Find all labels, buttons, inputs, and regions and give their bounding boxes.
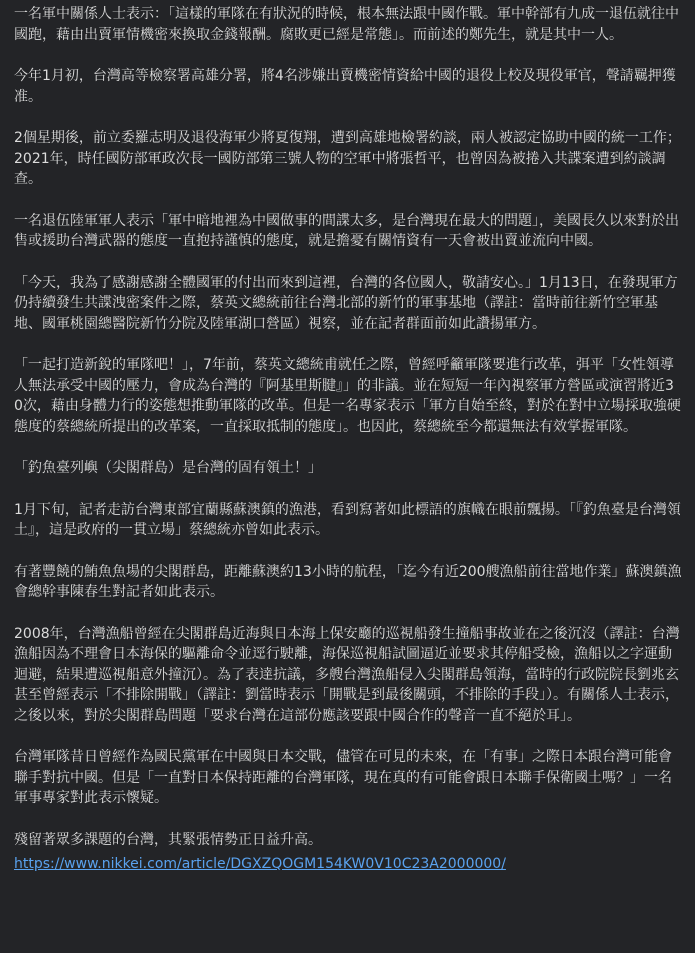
paragraph-11: 台灣軍隊昔日曾經作為國民黨軍在中國與日本交戰，儘管在可見的未來，在「有事」之際日本跟台灣可能會聯手對抗中國。但是「一直對日本保持距離的台灣軍隊，現在真的有可能會跟日本聯手保衛國土嗎？」一名軍事專家對此表示懷疑。 <box>14 749 672 806</box>
paragraph-10: 2008年，台灣漁船曾經在尖閣群島近海與日本海上保安廳的巡視船發生撞船事故並在之後沉沒（譯註：台灣漁船因為不理會日本海保的驅離命令並逕行駛離，海保巡視船試圖逼近並要求其停船受檢，漁船以之字運動迴避，結果遭巡視船意外撞沉）。為了表達抗議，多艘台灣漁船侵入尖閣群島領海，當時的行政院院長劉兆玄甚至曾經表示「不排除開戰」（譯註：劉當時表示「開戰是到最後關頭，不排除的手段」）。有關係人士表示，之後以來，對於尖閣群島問題「要求台灣在這部份應該要跟中國合作的聲音一直不絕於耳」。 <box>14 625 680 724</box>
paragraph-1: 一名軍中關係人士表示：「這樣的軍隊在有狀況的時候，根本無法跟中國作戰。軍中幹部有九成一退伍就往中國跑，藉由出賣軍情機密來換取金錢報酬。腐敗更已經是常態」。而前述的鄭先生，就是其中一人。 <box>14 6 679 43</box>
paragraph-3: 2個星期後，前立委羅志明及退役海軍少將夏復翔，遭到高雄地檢署約談，兩人被認定協助中國的統一工作；2021年，時任國防部軍政次長一國防部第三號人物的空軍中將張哲平，也曾因為被捲入共諜案遭到約談調查。 <box>14 130 681 187</box>
article-post <box>14 4 682 875</box>
paragraph-2: 今年1月初，台灣高等檢察署高雄分署，將4名涉嫌出賣機密情資給中國的退役上校及現役軍官，聲請羈押獲准。 <box>14 68 676 105</box>
paragraph-8: 1月下旬，記者走訪台灣東部宜蘭縣蘇澳鎮的漁港，看到寫著如此標語的旗幟在眼前飄揚。「『釣魚臺是台灣領土』，這是政府的一貫立場」蔡總統亦曾如此表示。 <box>14 501 681 538</box>
paragraph-7: 「釣魚臺列嶼（尖閣群島）是台灣的固有領土！」 <box>14 460 322 476</box>
paragraph-9: 有著豐饒的鮪魚魚場的尖閣群島，距離蘇澳約13小時的航程，「迄今有近200艘漁船前往當地作業」蘇澳鎮漁會總幹事陳春生對記者如此表示。 <box>14 563 682 600</box>
paragraph-12: 殘留著眾多課題的台灣，其緊張情勢正日益升高。 <box>14 831 322 848</box>
paragraph-6: 「一起打造新銳的軍隊吧！」，7年前，蔡英文總統甫就任之際，曾經呼籲軍隊要進行改革，弭平「女性領導人無法承受中國的壓力，會成為台灣的『阿基里斯腱』」的非議。並在短短一年內視察軍方營區或演習將近30次，藉由身體力行的姿態想推動軍隊的改革。但是一名專家表示「軍方自始至終，對於在對中立場採取強硬態度的蔡總統所提出的改革案，一直採取抵制的態度」。也因此，蔡總統至今都還無法有效掌握軍隊。 <box>14 357 681 435</box>
paragraph-4: 一名退伍陸軍軍人表示「軍中暗地裡為中國做事的間諜太多，是台灣現在最大的問題」，美國長久以來對於出售或援助台灣武器的態度一直抱持謹慎的態度，就是擔憂有關情資有一天會被出賣並流向中國。 <box>14 212 679 249</box>
paragraph-5: 「今天，我為了感謝感謝全體國軍的付出而來到這裡，台灣的各位國人，敬請安心。」1月13日，在發現軍方仍持續發生共諜洩密案件之際，蔡英文總統前往台灣北部的新竹的軍事基地（譯註：當時前往新竹空軍基地、國軍桃園總醫院新竹分院及陸軍湖口營區）視察，並在記者群面前如此讚揚軍方。 <box>14 274 678 332</box>
source-link[interactable]: https://www.nikkei.com/article/DGXZQOGM154KW0V10C23A2000000/ <box>14 856 506 872</box>
